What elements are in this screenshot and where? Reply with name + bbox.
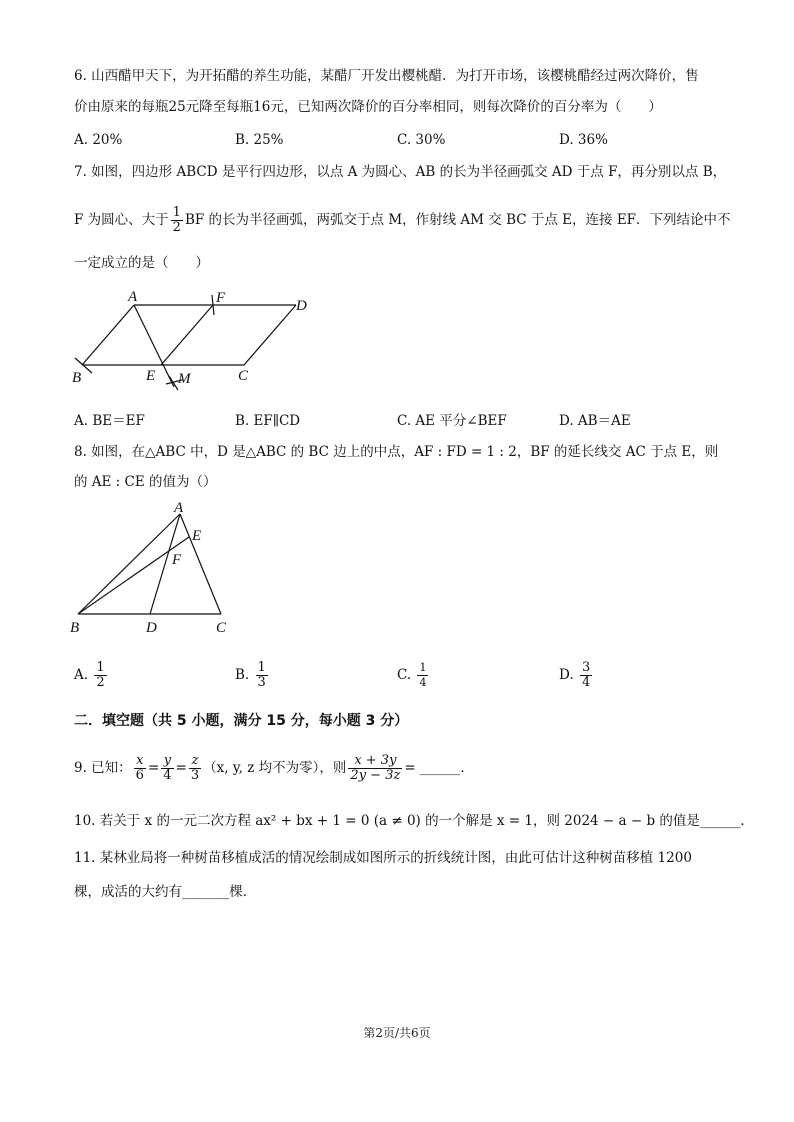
segment-ef [161,305,213,365]
q8-option-c[interactable] [397,657,430,693]
q9-fraction-z [189,754,201,783]
fraction-numerator: y [161,754,173,769]
option-fraction [256,661,268,690]
q7-option-a[interactable]: A. BE＝EF [74,413,145,429]
q9-fraction-x [134,754,146,783]
q7-line1: 7. 如图，四边形 ABCD 是平行四边形，以点 A 为圆心、AB 的长为半径画弧交 AD 于点 F，再分别以点 B， [74,164,727,180]
q9-prefix: 9. 已知： [74,760,132,776]
label-e: E [192,528,202,544]
option-letter: B. [235,667,250,683]
q8-option-b[interactable] [235,657,270,693]
label-b: B [72,370,82,386]
fraction-numerator: x + 3y [348,754,402,769]
label-e: E [146,368,156,384]
label-a: A [128,289,138,305]
fraction-denominator: 4 [419,676,427,689]
fraction-denominator: 2 [96,675,105,690]
q9-line: 9. 已知： $\frac{x}{6}$ = $\frac{y}{4}$ = $\frac{z}{3}$ （x, y, z 均不为零），则 $\frac{x + 3y}{2y - 3z}$ = ______． [74,753,474,783]
fraction-numerator: 1 [96,660,105,675]
segment-dc [244,305,296,365]
q9-answer-blank[interactable]: = ______． [404,760,474,776]
fraction-numerator: 1 [419,661,427,674]
option-fraction [417,661,428,690]
q6-option-c[interactable]: C. 30% [397,132,446,148]
fraction-denominator: 3 [257,675,266,690]
q6-option-d[interactable]: D. 36% [559,132,608,148]
segment-ab [82,305,134,365]
label-c: C [216,620,227,636]
q9-expression-fraction [348,754,402,783]
segment-be [78,537,189,614]
fraction-denominator: 2y − 3z [350,768,401,783]
q9-fraction-y [161,754,173,783]
page-footer: 第2页/共6页 [363,1026,431,1040]
fraction-denominator: 3 [190,768,200,783]
q11-line1: 11. 某林业局将一种树苗移植成活的情况绘制成如图所示的折线统计图，由此可估计这种树苗移植 1200 [74,850,692,866]
q8-line2: 的 AE : CE 的值为（） [74,474,217,490]
fraction-numerator: 1 [172,205,181,220]
option-fraction [580,661,592,690]
fraction-denominator: 4 [581,675,591,690]
q8-option-d[interactable] [559,657,594,693]
q7-parallelogram-figure [70,286,330,396]
fraction-denominator: 6 [135,768,144,783]
label-d: D [296,298,307,314]
label-f: F [216,290,226,306]
section-fill-in-heading: 二．填空题（共 5 小题，满分 15 分，每小题 3 分） [74,713,409,729]
q8-line1: 8. 如图，在△ABC 中，D 是△ABC 的 BC 边上的中点，AF : FD = 1 : 2，BF 的延长线交 AC 于点 E，则 [74,444,719,460]
option-fraction [94,661,106,690]
fraction-numerator: 1 [257,660,266,675]
q6-option-b[interactable]: B. 25% [235,132,284,148]
q7-line3: 一定成立的是（ ） [74,255,209,271]
q9-note: （x, y, z 均不为零），则 [203,760,347,776]
label-f: F [172,552,182,568]
label-a: A [174,500,184,516]
option-letter: D. [559,667,574,683]
fraction-numerator: z [189,754,201,769]
label-c: C [238,368,249,384]
label-d: D [146,620,157,636]
q7-line2 [74,205,731,235]
q7-option-d[interactable]: D. AB＝AE [559,413,631,429]
q8-triangle-figure [66,500,246,640]
option-letter: C. [397,667,412,683]
fraction-numerator: 3 [581,660,591,675]
fraction-denominator: 4 [163,768,172,783]
q7-line2-pre: F 为圆心、大于 [74,212,169,228]
q7-option-c[interactable]: C. AE 平分∠BEF [397,413,507,429]
q6-option-a[interactable]: A. 20% [74,132,123,148]
q7-line2-post: BF 的长为半径画弧，两弧交于点 M，作射线 AM 交 BC 于点 E，连接 EF．下列结论中不 [184,212,731,228]
label-b: B [70,620,80,636]
option-letter: A. [74,667,89,683]
q10-line: 10. 若关于 x 的一元二次方程 ax² + bx + 1 = 0 (a ≠ 0) 的一个解是 x = 1，则 2024 − a − b 的值是______． [74,813,754,829]
q6-line1: 6. 山西醋甲天下，为开拓醋的养生功能，某醋厂开发出樱桃醋．为打开市场，该樱桃醋经过两次降价，售 [74,68,699,84]
q6-line2: 价由原来的每瓶25元降至每瓶16元，已知两次降价的百分率相同，则每次降价的百分率为（ ） [74,99,662,115]
fraction-denominator: 2 [172,220,181,235]
label-m: M [178,371,191,387]
fraction-numerator: x [134,754,146,769]
q8-option-a[interactable] [74,657,109,693]
q7-option-b[interactable]: B. EF∥CD [235,413,301,429]
q11-line2: 棵，成活的大约有_______棵． [74,884,257,900]
q7-half-fraction [171,206,183,235]
